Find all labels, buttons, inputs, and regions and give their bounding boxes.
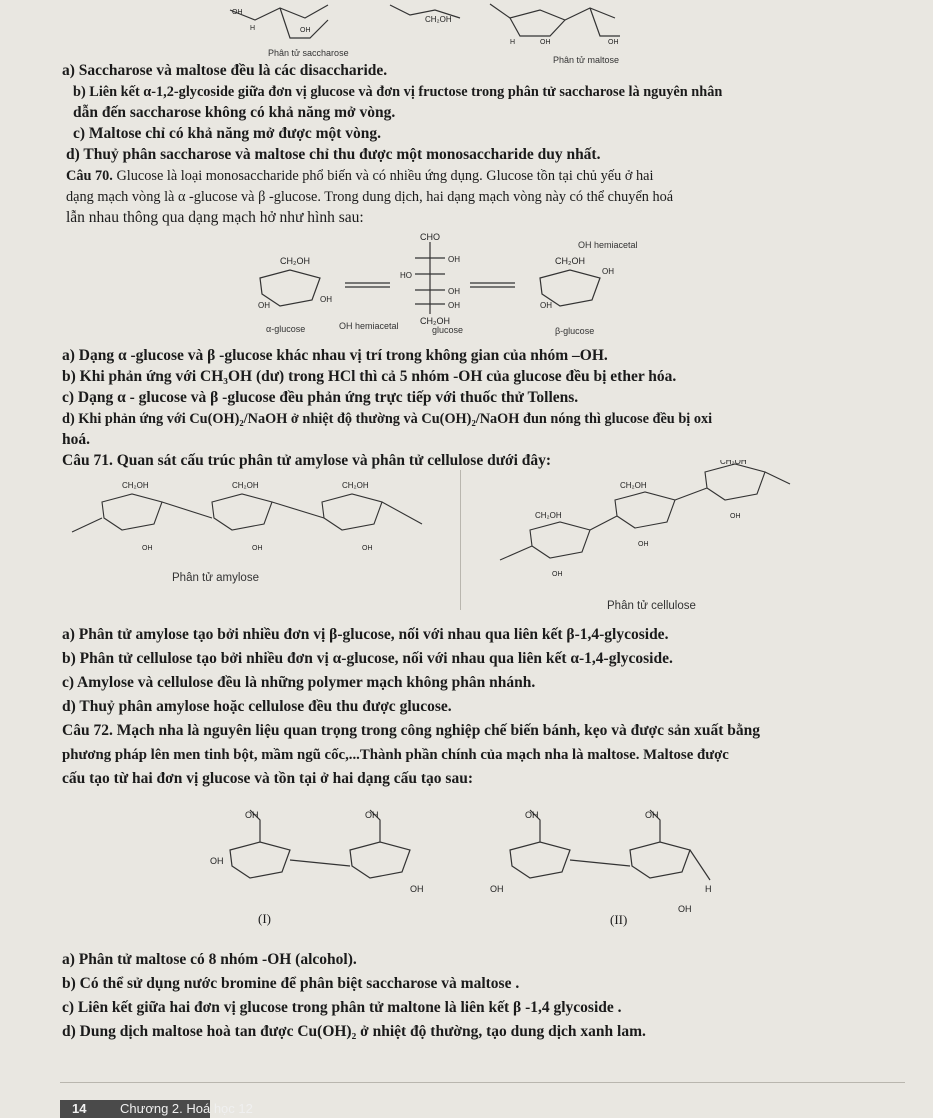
- maltose-forms-figure: [200, 800, 760, 930]
- svg-text:CH₂OH: CH₂OH: [232, 481, 259, 490]
- chapter-title: Chương 2. Hoá học 12: [120, 1101, 253, 1116]
- q69-statement-b1: b) Liên kết α-1,2-glycoside giữa đơn vị glucose và đơn vị fructose trong phân tử saccharose là nguyên nhân: [73, 84, 723, 100]
- q72-statement-a: a) Phân tử maltose có 8 nhóm -OH (alcohol).: [62, 951, 357, 968]
- q70-statement-d1: d) Khi phản ứng với Cu(OH)₂/NaOH ở nhiệt độ thường và Cu(OH)₂/NaOH đun nóng thì glucose đều bị oxi: [62, 411, 713, 427]
- svg-text:OH: OH: [245, 810, 259, 820]
- q72-intro-text-1: Mạch nha là nguyên liệu quan trọng trong công nghiệp chế biến bánh, kẹo và được sản xuất bằng: [116, 722, 761, 739]
- cellulose-caption: Phân tử cellulose: [607, 600, 696, 612]
- svg-text:OH: OH: [552, 571, 563, 578]
- svg-text:OH: OH: [210, 856, 224, 866]
- cellulose-structure: [470, 460, 830, 600]
- saccharose-caption: Phân tử saccharose: [268, 48, 349, 58]
- figure-divider: [460, 470, 461, 610]
- footer-divider: [60, 1082, 905, 1083]
- svg-text:H: H: [250, 25, 256, 32]
- svg-text:OH: OH: [142, 545, 153, 552]
- svg-text:OH: OH: [540, 301, 552, 310]
- q70-statement-d2: hoá.: [62, 431, 90, 448]
- q70-statement-c: c) Dạng α - glucose và β -glucose đều phản ứng trực tiếp với thuốc thử Tollens.: [62, 389, 579, 406]
- q72-intro-1: [62, 722, 760, 740]
- svg-text:OH: OH: [232, 9, 243, 16]
- svg-text:CH₂OH: CH₂OH: [555, 256, 585, 266]
- maltose-caption: Phân tử maltose: [553, 55, 620, 65]
- q69-statement-b2: dẫn đến saccharose không có khả năng mở vòng.: [73, 104, 396, 121]
- q69-statement-c: c) Maltose chỉ có khả năng mở được một vòng.: [73, 125, 382, 142]
- q72-intro-3: cấu tạo từ hai đơn vị glucose và tồn tại ở hai dạng cấu tạo sau:: [62, 770, 473, 787]
- open-glucose-label: glucose: [432, 325, 464, 335]
- q71-statement-a: a) Phân tử amylose tạo bởi nhiều đơn vị β-glucose, nối với nhau qua liên kết β-1,4-glycoside.: [62, 626, 669, 643]
- q72-statement-c: c) Liên kết giữa hai đơn vị glucose trong phân tử maltone là liên kết β -1,4 glycoside .: [62, 999, 622, 1016]
- svg-text:CH₂OH: CH₂OH: [420, 316, 450, 326]
- alpha-glucose-label: α-glucose: [266, 324, 306, 334]
- hemiacetal-label-right: OH hemiacetal: [578, 240, 638, 250]
- beta-glucose-label: β-glucose: [555, 326, 595, 336]
- q72-statement-d: d) Dung dịch maltose hoà tan được Cu(OH)₂ ở nhiệt độ thường, tạo dung dịch xanh lam.: [62, 1023, 646, 1040]
- svg-text:CHO: CHO: [420, 232, 440, 242]
- q72-statement-b: b) Có thể sử dụng nước bromine để phân biệt saccharose và maltose .: [62, 975, 520, 992]
- svg-text:OH: OH: [448, 301, 460, 310]
- svg-text:OH: OH: [300, 27, 311, 34]
- svg-text:OH: OH: [448, 287, 460, 296]
- svg-text:OH: OH: [540, 39, 551, 46]
- svg-text:OH: OH: [645, 810, 659, 820]
- svg-text:OH: OH: [410, 884, 424, 894]
- svg-text:CH₂OH: CH₂OH: [280, 256, 310, 266]
- q71-title: Câu 71.: [62, 452, 113, 469]
- q70-title: Câu 70.: [66, 168, 113, 184]
- q71-statement-b: b) Phân tử cellulose tạo bởi nhiều đơn vị α-glucose, nối với nhau qua liên kết α-1,4-glycoside.: [62, 650, 673, 667]
- svg-text:OH: OH: [678, 904, 692, 914]
- q70-statement-a: a) Dạng α -glucose và β -glucose khác nhau vị trí trong không gian của nhóm –OH.: [62, 347, 608, 364]
- svg-text:CH₂OH: CH₂OH: [620, 481, 647, 490]
- maltose-form-I-label: (I): [258, 911, 271, 926]
- svg-text:CH₂OH: CH₂OH: [122, 481, 149, 490]
- maltose-form-II-label: (II): [610, 912, 628, 927]
- q71-statement-d: d) Thuỷ phân amylose hoặc cellulose đều thu được glucose.: [62, 698, 452, 715]
- glucose-equilibrium-figure: [250, 228, 720, 340]
- svg-text:OH: OH: [365, 810, 379, 820]
- svg-text:CH₂OH: CH₂OH: [535, 511, 562, 520]
- q70-intro-3: lẫn nhau thông qua dạng mạch hở như hình sau:: [66, 209, 364, 226]
- q69-statement-d: d) Thuỷ phân saccharose và maltose chỉ thu được một monosaccharide duy nhất.: [66, 146, 601, 163]
- svg-text:OH: OH: [362, 545, 373, 552]
- q72-title: Câu 72.: [62, 722, 113, 739]
- svg-text:OH: OH: [258, 301, 270, 310]
- q72-intro-2: phương pháp lên men tinh bột, mầm ngũ cốc,...Thành phần chính của mạch nha là maltose. Maltose được: [62, 747, 729, 763]
- hemiacetal-label-left: OH hemiacetal: [339, 321, 399, 331]
- page-number: 14: [72, 1101, 87, 1116]
- svg-text:CH₂OH: CH₂OH: [720, 460, 747, 466]
- svg-text:H: H: [705, 884, 712, 894]
- q71-intro-text: Quan sát cấu trúc phân tử amylose và phân tử cellulose dưới đây:: [116, 452, 552, 469]
- svg-text:OH: OH: [525, 810, 539, 820]
- svg-text:OH: OH: [252, 545, 263, 552]
- amylose-caption: Phân tử amylose: [172, 572, 259, 584]
- svg-text:OH: OH: [490, 884, 504, 894]
- q70-intro-1: [66, 167, 653, 185]
- svg-text:H: H: [510, 39, 516, 46]
- svg-text:OH: OH: [602, 267, 614, 276]
- svg-text:OH: OH: [608, 39, 619, 46]
- svg-text:OH: OH: [638, 541, 649, 548]
- q69-statement-a: a) Saccharose và maltose đều là các disaccharide.: [62, 62, 388, 79]
- amylose-structure: [62, 472, 452, 572]
- svg-text:CH₂OH: CH₂OH: [342, 481, 369, 490]
- q70-intro-2: dạng mạch vòng là α -glucose và β -glucose. Trong dung dịch, hai dạng mạch vòng này có thể chuyển hoá: [66, 189, 674, 205]
- svg-text:HO: HO: [400, 271, 412, 280]
- q70-statement-b: b) Khi phản ứng với CH₃OH (dư) trong HCl thì cả 5 nhóm -OH của glucose đều bị ether hóa.: [62, 368, 677, 385]
- svg-text:CH₂OH: CH₂OH: [425, 15, 452, 24]
- svg-text:OH: OH: [320, 295, 332, 304]
- svg-text:OH: OH: [730, 513, 741, 520]
- q71-statement-c: c) Amylose và cellulose đều là những polymer mạch không phân nhánh.: [62, 674, 536, 691]
- q70-intro-text-1: Glucose là loại monosaccharide phổ biến và có nhiều ứng dụng. Glucose tồn tại chủ yếu ở hai: [116, 168, 654, 184]
- svg-text:OH: OH: [448, 255, 460, 264]
